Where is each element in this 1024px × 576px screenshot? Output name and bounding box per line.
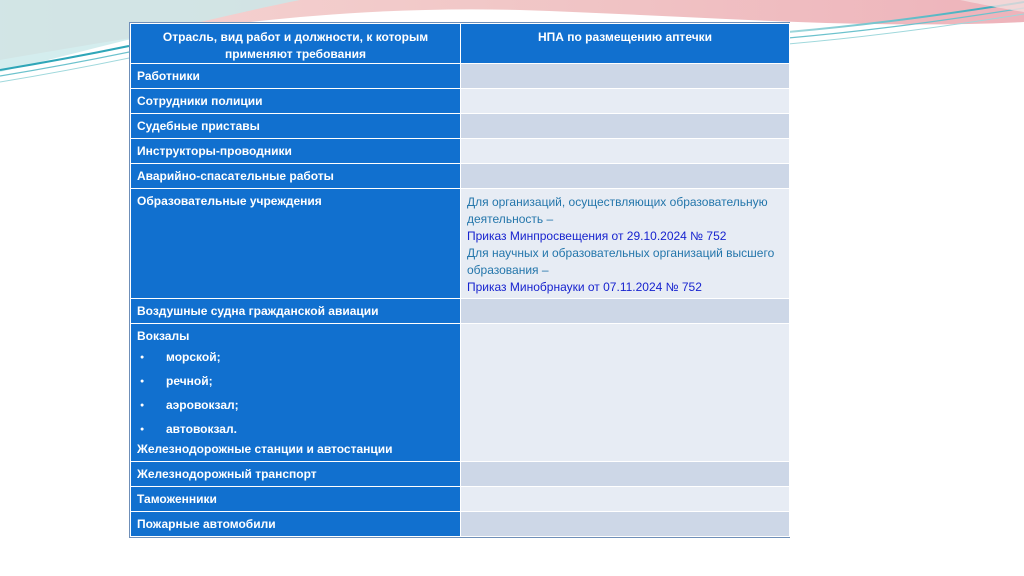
table-row xyxy=(131,462,790,487)
table-row xyxy=(131,487,790,512)
row-npa-cell xyxy=(461,324,790,462)
row-label: Аварийно-спасательные работы xyxy=(131,164,461,189)
npa-description: Для организаций, осуществляющих образовательную деятельность – xyxy=(467,195,768,226)
column-header-industry: Отрасль, вид работ и должности, к которым применяют требования xyxy=(131,24,461,64)
row-label: Воздушные судна гражданской авиации xyxy=(131,299,461,324)
row-label: Сотрудники полиции xyxy=(131,89,461,114)
row-npa-cell xyxy=(461,114,790,139)
bullet-icon: ● xyxy=(140,401,145,409)
stations-cell xyxy=(131,324,461,462)
table-row xyxy=(131,89,790,114)
row-npa-cell xyxy=(461,139,790,164)
row-npa-cell xyxy=(461,299,790,324)
table-row xyxy=(131,114,790,139)
row-npa-cell xyxy=(461,64,790,89)
row-label: Судебные приставы xyxy=(131,114,461,139)
table-row xyxy=(131,164,790,189)
bullet-icon: ● xyxy=(140,377,145,385)
npa-order-link[interactable]: Приказ Минпросвещения от 29.10.2024 № 752 xyxy=(467,229,727,243)
row-label-extra: Железнодорожные станции и автостанции xyxy=(137,442,393,456)
list-item-text: морской; xyxy=(166,349,221,364)
list-item-text: речной; xyxy=(166,373,213,388)
table-row xyxy=(131,299,790,324)
table-row xyxy=(131,189,790,299)
table-row xyxy=(131,324,790,462)
requirements-table xyxy=(129,22,790,538)
row-label: Образовательные учреждения xyxy=(131,189,461,299)
table-row xyxy=(131,139,790,164)
row-label: Инструкторы-проводники xyxy=(131,139,461,164)
row-npa-cell xyxy=(461,164,790,189)
bullet-icon: ● xyxy=(140,353,145,361)
list-item xyxy=(137,393,454,417)
row-npa-cell xyxy=(461,462,790,487)
list-item-text: аэровокзал; xyxy=(166,397,239,412)
row-npa-cell xyxy=(461,189,790,299)
list-item xyxy=(137,369,454,393)
list-item xyxy=(137,345,454,369)
row-npa-cell xyxy=(461,512,790,537)
list-item-text: автовокзал. xyxy=(166,421,237,436)
table-header-row xyxy=(131,24,790,64)
bullet-icon: ● xyxy=(140,425,145,433)
npa-order-link[interactable]: Приказ Минобрнауки от 07.11.2024 № 752 xyxy=(467,280,702,294)
table-row xyxy=(131,512,790,537)
table-row xyxy=(131,64,790,89)
row-npa-cell xyxy=(461,89,790,114)
list-item xyxy=(137,417,454,441)
row-label: Работники xyxy=(131,64,461,89)
table xyxy=(130,23,790,537)
row-label: Пожарные автомобили xyxy=(131,512,461,537)
row-npa-cell xyxy=(461,487,790,512)
npa-description: Для научных и образовательных организаций высшего образования – xyxy=(467,246,775,277)
row-label: Таможенники xyxy=(131,487,461,512)
column-header-npa: НПА по размещению аптечки xyxy=(461,24,790,64)
row-label: Вокзалы xyxy=(137,329,190,343)
row-label: Железнодорожный транспорт xyxy=(131,462,461,487)
